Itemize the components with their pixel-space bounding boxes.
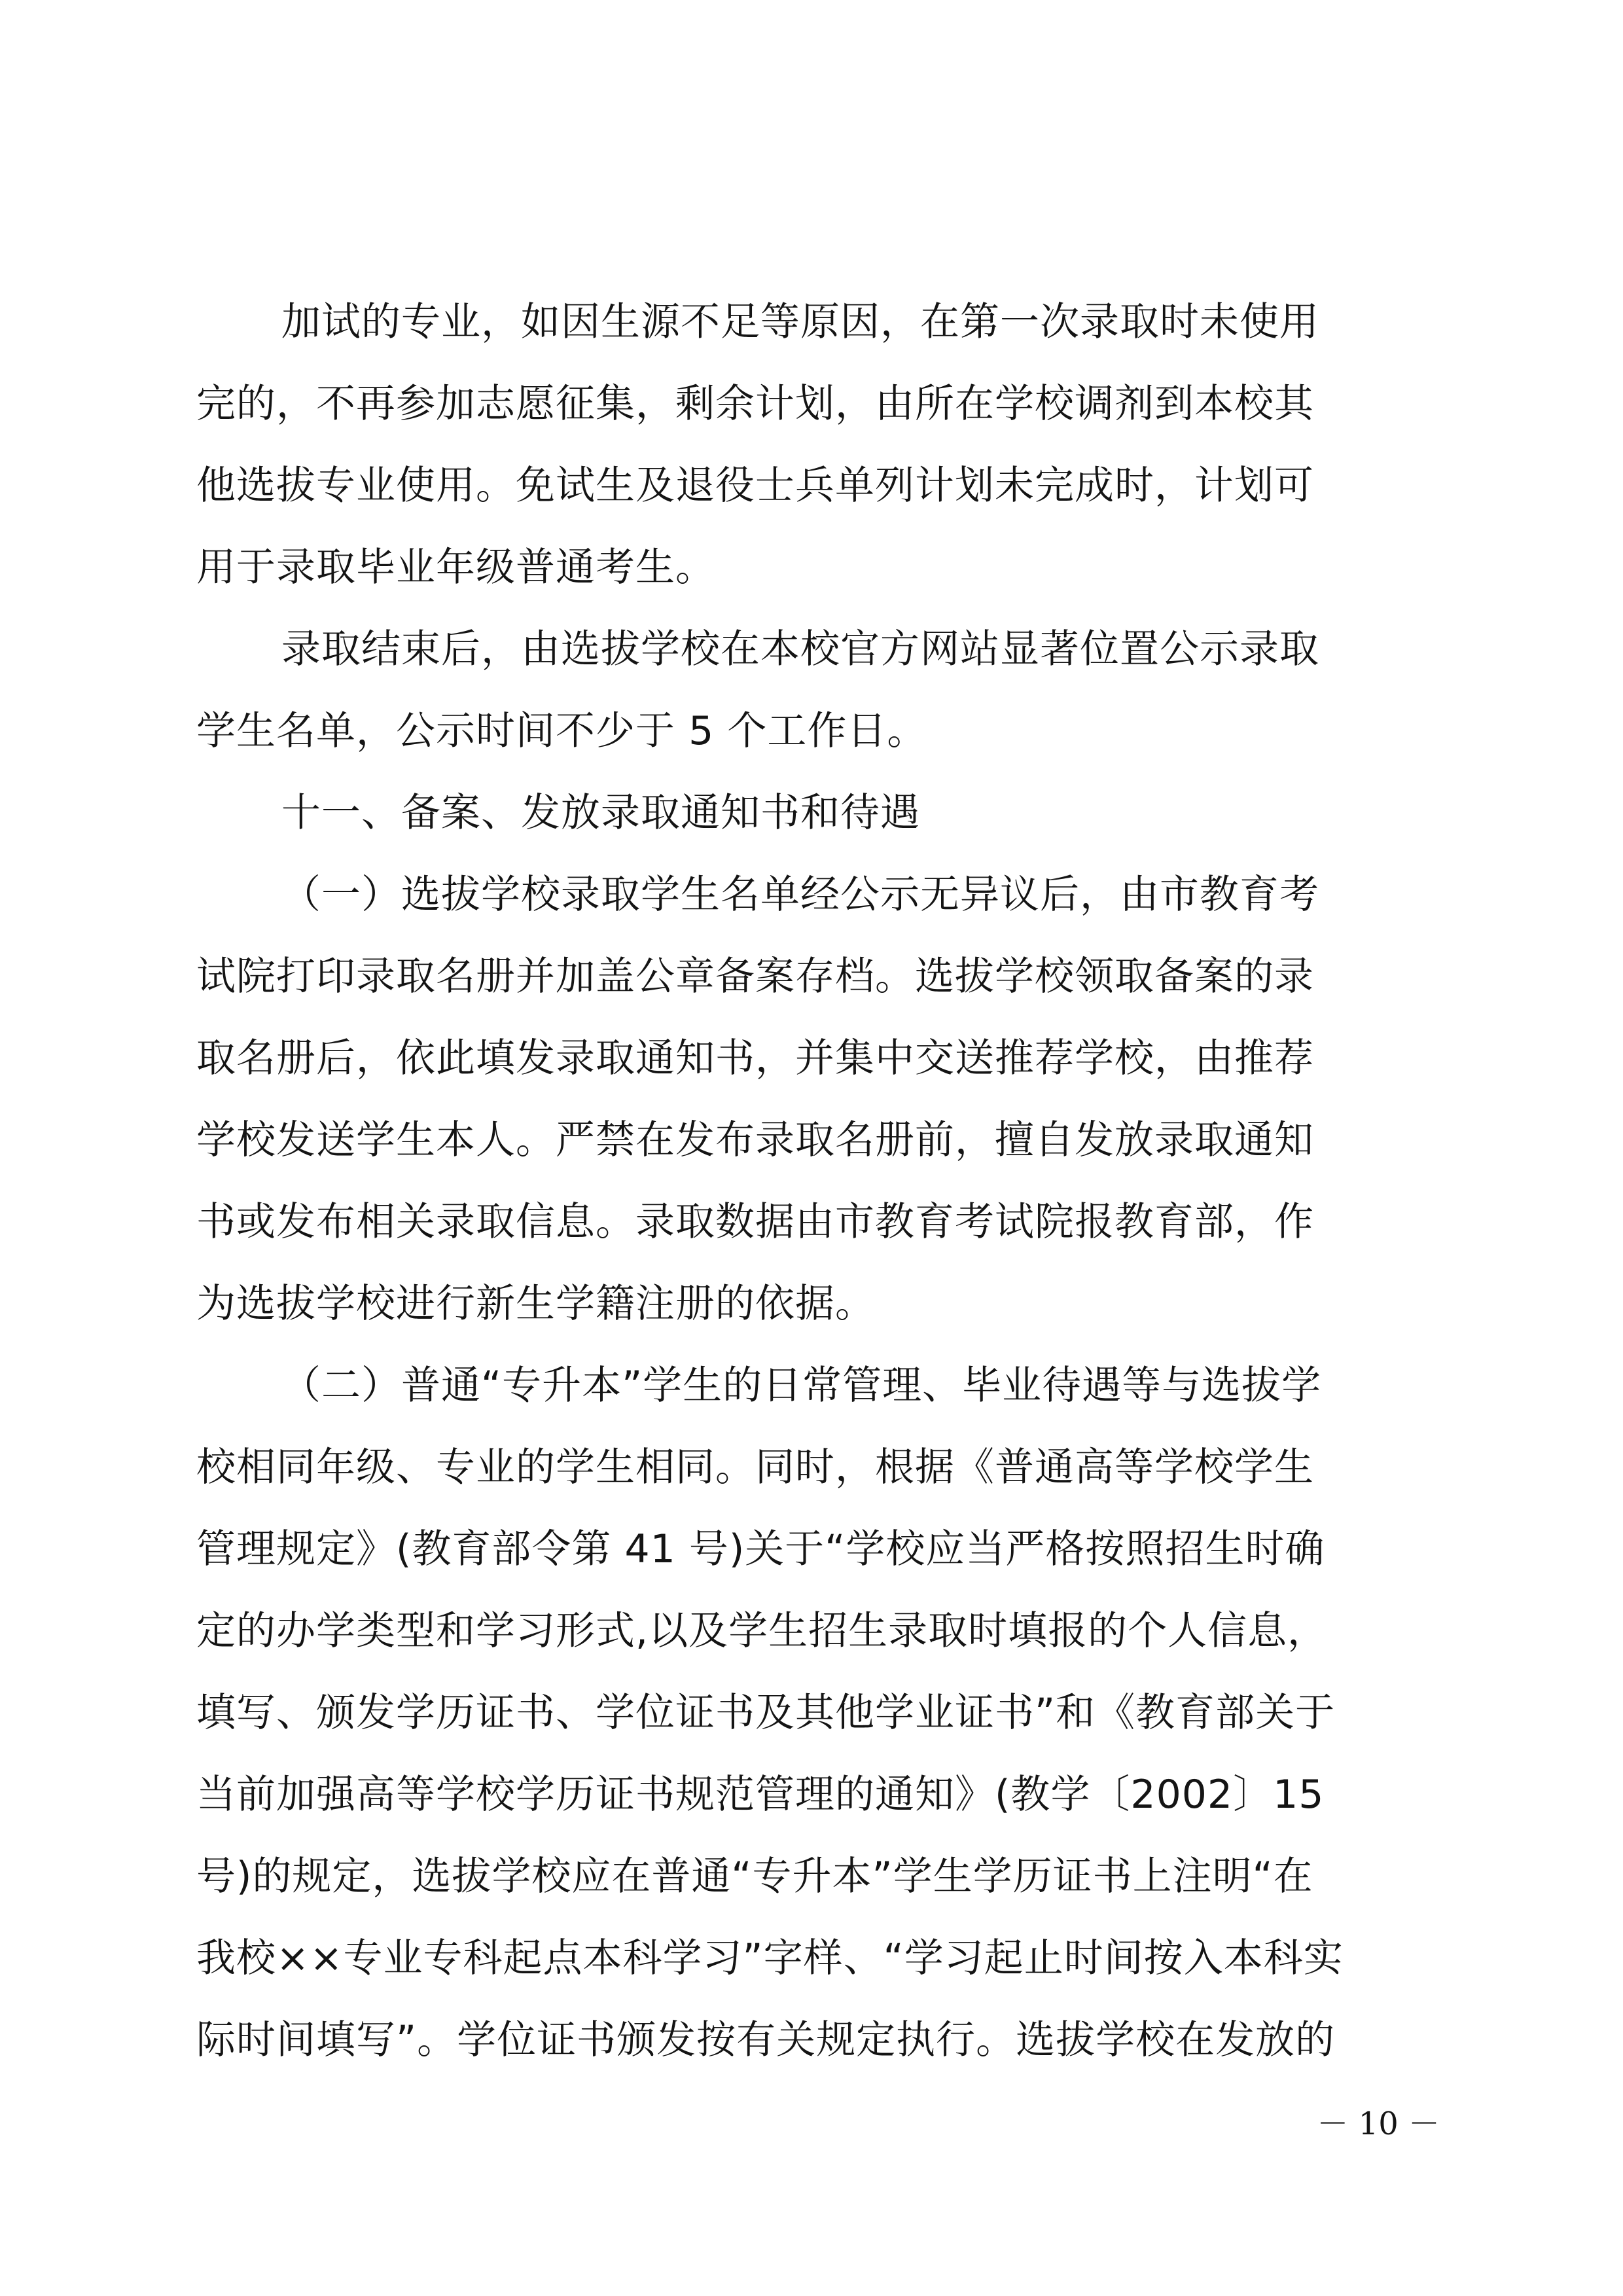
paragraph-line: 加试的专业，如因生源不足等原因，在第一次录取时未使用 (281, 299, 1319, 345)
paragraph-line: 定的办学类型和学习形式,以及学生招生录取时填报的个人信息， (196, 1608, 1328, 1654)
paragraph-line: 完的，不再参加志愿征集，剩余计划，由所在学校调剂到本校其 (196, 381, 1314, 427)
paragraph-line: 录取结束后，由选拔学校在本校官方网站显著位置公示录取 (281, 626, 1319, 672)
paragraph-line: 当前加强高等学校学历证书规范管理的通知》(教学〔2002〕15 (196, 1772, 1325, 1818)
paragraph-line: 学校发送学生本人。严禁在发布录取名册前，擅自发放录取通知 (196, 1117, 1314, 1163)
paragraph-line: 号)的规定，选拔学校应在普通“专升本”学生学历证书上注明“在 (196, 1854, 1313, 1899)
paragraph-line: （二）普通“专升本”学生的日常管理、毕业待遇等与选拔学 (281, 1363, 1322, 1408)
paragraph-line: 书或发布相关录取信息。录取数据由市教育考试院报教育部，作 (196, 1199, 1314, 1245)
paragraph-line: 填写、颁发学历证书、学位证书及其他学业证书”和《教育部关于 (196, 1690, 1336, 1736)
paragraph-line: 我校××专业专科起点本科学习”字样、“学习起止时间按入本科实 (196, 1935, 1344, 1981)
paragraph-line: 管理规定》(教育部令第 41 号)关于“学校应当严格按照招生时确 (196, 1526, 1325, 1572)
paragraph-line: 取名册后，依此填发录取通知书，并集中交送推荐学校，由推荐 (196, 1035, 1314, 1081)
paragraph-line: 为选拔学校进行新生学籍注册的依据。 (196, 1281, 875, 1327)
paragraph-line: （一）选拔学校录取学生名单经公示无异议后，由市教育考 (281, 872, 1319, 918)
paragraph-line: 校相同年级、专业的学生相同。同时，根据《普通高等学校学生 (196, 1444, 1314, 1490)
page-number: － 10 － (1317, 2106, 1440, 2142)
paragraph-line: 他选拔专业使用。免试生及退役士兵单列计划未完成时，计划可 (196, 463, 1314, 509)
paragraph-line: 用于录取毕业年级普通考生。 (196, 545, 715, 590)
paragraph-line: 学生名单，公示时间不少于 5 个工作日。 (196, 708, 927, 754)
section-heading: 十一、备案、发放录取通知书和待遇 (281, 790, 920, 836)
paragraph-line: 试院打印录取名册并加盖公章备案存档。选拔学校领取备案的录 (196, 954, 1314, 999)
paragraph-line: 际时间填写”。学位证书颁发按有关规定执行。选拔学校在发放的 (196, 2017, 1336, 2063)
